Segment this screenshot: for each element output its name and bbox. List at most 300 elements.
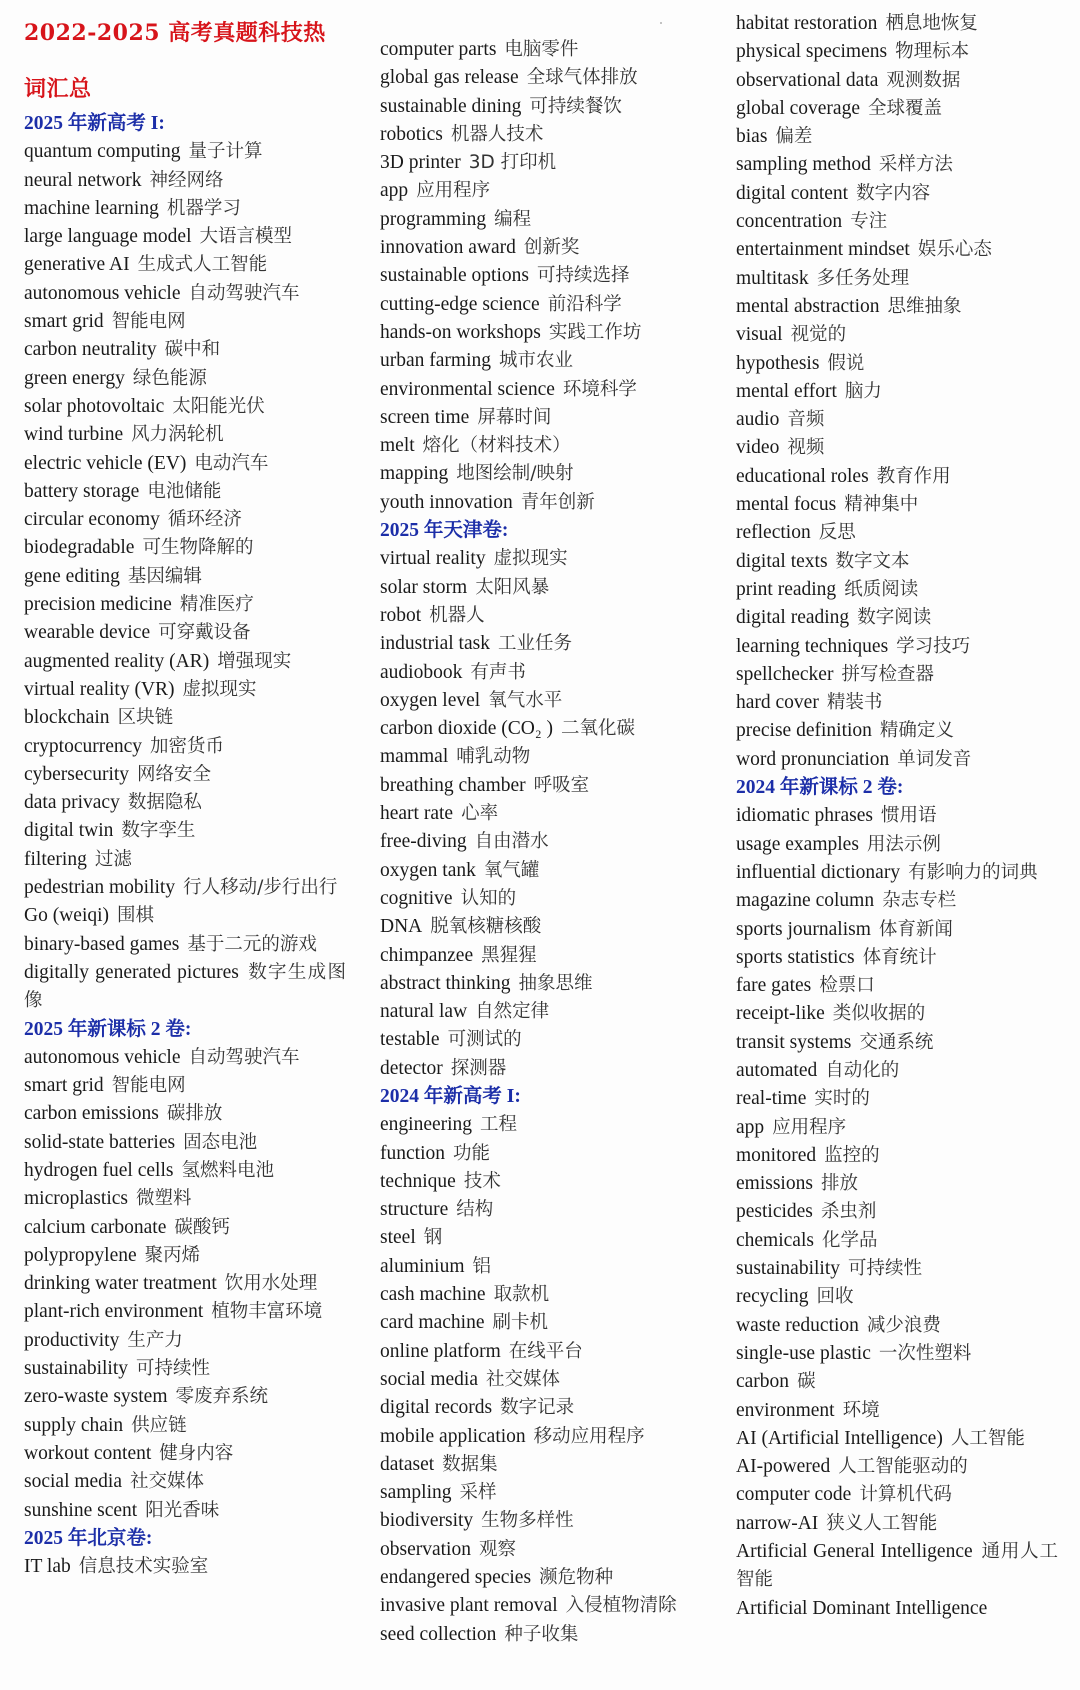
english-term: blockchain [24,707,110,729]
english-term: hydrogen fuel cells [24,1159,174,1181]
english-term: environmental science [380,378,555,400]
english-term: augmented reality (AR) [24,650,210,672]
chinese-translation: 供应链 [131,1414,187,1436]
vocab-entry [24,195,346,223]
english-term: mapping [380,463,449,485]
vocab-entry [24,1100,346,1128]
chinese-translation: 零废弃系统 [175,1386,269,1408]
english-term: pedestrian mobility [24,877,176,899]
vocab-entry [736,1142,1058,1170]
english-term: hard cover [736,692,819,714]
vocab-entry [380,1196,702,1224]
chinese-translation: 技术 [463,1170,501,1192]
english-term: electric vehicle (EV) [24,452,187,474]
vocab-entry [736,1453,1058,1481]
english-term: function [380,1142,445,1164]
chinese-translation: 数字孪生 [121,820,196,842]
english-term: steel [380,1227,416,1249]
vocab-entry [380,376,702,404]
english-term: idiomatic phrases [736,805,874,827]
section-header: 2025 年天津卷: [380,520,509,542]
chinese-translation: 太阳能光伏 [172,395,265,417]
vocab-entry [380,1564,702,1592]
english-term: solar photovoltaic [24,395,165,417]
vocab-entry [24,1383,346,1411]
english-term: biodegradable [24,537,135,559]
vocab-entry [24,167,346,195]
chinese-translation: 城市农业 [499,350,574,372]
chinese-translation: 一次性塑料 [878,1342,972,1364]
english-term: computer parts [380,39,497,60]
vocab-entry [380,545,702,573]
vocab-entry [24,931,346,959]
chinese-translation: 环境 [842,1399,880,1421]
chinese-translation: 体育新闻 [878,918,953,940]
english-term: mobile application [380,1425,526,1447]
chinese-translation: 数字生成图像 [24,961,346,1012]
vocab-entry [380,93,702,121]
chinese-translation: 二氧化碳 [561,718,636,740]
vocab-entry [380,970,702,998]
english-term: programming [380,208,487,230]
english-term: productivity [24,1329,120,1351]
chinese-translation: 可持续餐饮 [529,95,622,117]
chinese-translation: 采样 [459,1482,497,1504]
english-term: computer code [736,1484,852,1506]
vocab-entry [736,321,1058,349]
chinese-translation: 假说 [827,352,865,374]
english-term: digital reading [736,607,850,629]
english-term: sustainable options [380,265,529,287]
section-header: 2025 年新高考 I: [24,113,165,134]
vocab-entry [736,1170,1058,1198]
vocab-entry [736,350,1058,378]
vocab-entry [736,1198,1058,1226]
vocab-entry [24,704,346,732]
vocab-entry [380,1394,702,1422]
chinese-translation: 观察 [478,1538,516,1560]
vocab-entry [24,1497,346,1525]
english-term: polypropylene [24,1244,137,1266]
english-term: oxygen tank [380,859,476,881]
english-term: carbon [736,1371,790,1393]
english-term: concentration [736,211,843,233]
vocab-entry [24,308,346,336]
chinese-translation: 工程 [480,1114,518,1136]
vocab-entry [24,1270,346,1298]
vocab-entry [380,489,702,517]
chinese-translation: 减少浪费 [866,1314,941,1336]
chinese-translation: 观测数据 [886,69,961,91]
chinese-translation: 多任务处理 [816,267,910,289]
english-term: print reading [736,578,837,600]
vocab-entry [380,800,702,828]
chinese-translation: 聚丙烯 [144,1244,201,1266]
chinese-translation: 精准医疗 [179,594,254,616]
english-term: cutting-edge science [380,293,540,315]
english-term: Go (weiqi) [24,905,110,927]
vocab-entry [380,1140,702,1168]
english-term: drinking water treatment [24,1273,217,1295]
vocab-entry [736,1595,1058,1623]
vocab-entry [24,591,346,619]
vocab-entry [380,64,702,92]
vocab-entry [380,347,702,375]
chinese-translation: 社交媒体 [130,1471,205,1493]
vocab-entry [24,846,346,874]
english-term: sampling method [736,154,871,176]
chinese-translation: 通用人工智能 [736,1541,1058,1591]
chinese-translation: 生产力 [127,1329,183,1351]
english-term: digitally generated pictures [24,961,239,983]
english-term: sustainability [24,1358,128,1380]
vocab-entry [380,1111,702,1139]
vocab-entry [24,619,346,647]
vocab-entry [380,1338,702,1366]
english-term: receipt-like [736,1003,825,1025]
vocab-entry [380,262,702,290]
vocab-entry [24,1185,346,1213]
vocab-entry [736,944,1058,972]
chinese-translation: 创新奖 [523,237,580,259]
vocab-entry [24,223,346,251]
vocab-entry [380,857,702,885]
vocab-entry [736,123,1058,151]
chinese-translation: 数字记录 [500,1397,575,1419]
chinese-translation: 智能电网 [111,311,186,333]
english-term: autonomous vehicle [24,282,181,304]
vocab-entry [24,817,346,845]
vocab-entry [24,1242,346,1270]
chinese-translation: 栖息地恢复 [885,13,978,34]
chinese-translation: 惯用语 [881,805,937,827]
chinese-translation: 自由潜水 [474,831,549,853]
vocab-entry [380,1479,702,1507]
vocab-entry [24,902,346,930]
vocab-entry [24,478,346,506]
english-term: seed collection [380,1623,497,1645]
chinese-translation: 行人移动/步行出行 [183,877,338,899]
vocab-entry [24,506,346,534]
chinese-translation: 计算机代码 [859,1484,952,1506]
vocab-entry [736,887,1058,915]
vocab-entry [380,1423,702,1451]
chinese-translation: 拼写检查器 [841,663,934,685]
vocab-entry [24,280,346,308]
chinese-translation: 在线平台 [508,1340,583,1362]
vocab-entry [24,1157,346,1185]
english-term: magazine column [736,890,875,912]
english-term: observational data [736,69,879,91]
english-term: melt [380,435,415,457]
vocab-entry [380,772,702,800]
english-term: large language model [24,226,192,248]
vocab-entry [380,36,702,64]
english-term: dataset [380,1453,435,1475]
vocab-entry [380,828,702,856]
chinese-translation: 铝 [472,1255,492,1277]
chinese-translation: 黑猩猩 [481,944,537,966]
chinese-translation: 熔化（材料技术） [422,435,571,457]
vocab-entry [736,746,1058,774]
chinese-translation: 虚拟现实 [182,678,257,700]
english-term: invasive plant removal [380,1595,558,1617]
english-term: environment [736,1399,835,1421]
chinese-translation: 过滤 [94,848,132,870]
vocab-entry [736,604,1058,632]
english-term: smart grid [24,1075,104,1097]
chinese-translation: 3D 打印机 [468,152,557,174]
chinese-translation: 数字内容 [856,182,931,204]
vocab-entry [24,365,346,393]
chinese-translation: 基因编辑 [127,565,202,587]
chinese-translation: 可持续性 [848,1258,923,1280]
english-term: cryptocurrency [24,735,143,757]
vocab-entry [24,450,346,478]
vocab-entry [24,1044,346,1072]
chinese-translation: 地图绘制/映射 [456,463,574,485]
vocab-entry [736,576,1058,604]
english-term: card machine [380,1312,485,1334]
english-term: mammal [380,746,449,768]
chinese-translation: 功能 [452,1142,490,1164]
vocab-entry [736,208,1058,236]
chinese-translation: 排放 [820,1173,858,1195]
english-term: chimpanzee [380,944,474,966]
vocab-entry [736,1114,1058,1142]
english-term: biodiversity [380,1510,474,1532]
english-term: binary-based games [24,933,180,955]
vocab-entry [736,1057,1058,1085]
chinese-translation: 碳中和 [164,339,221,361]
column-1-body [24,110,346,1581]
english-term: youth innovation [380,491,513,513]
chinese-translation: 氧气水平 [488,689,563,711]
english-term: wind turbine [24,424,124,446]
chinese-translation: 交通系统 [859,1031,934,1053]
chinese-translation: 量子计算 [188,141,263,163]
vocab-entry [24,393,346,421]
english-term: robot [380,604,422,626]
english-term: carbon dioxide (CO₂ ) [380,718,554,740]
english-term: app [736,1116,765,1138]
vocab-entry [24,761,346,789]
chinese-translation: 应用程序 [416,180,491,202]
vocab-entry [736,916,1058,944]
chinese-translation: 可持续选择 [536,265,630,287]
english-term: generative AI [24,254,130,276]
chinese-translation: 结构 [456,1199,494,1221]
english-term: digital records [380,1397,493,1419]
vocab-entry [736,406,1058,434]
english-term: chemicals [736,1229,814,1251]
chinese-translation: 网络安全 [137,763,212,785]
english-term: sustainability [736,1258,840,1280]
english-term: word pronunciation [736,748,890,770]
english-term: mental focus [736,494,837,516]
english-term: abstract thinking [380,972,511,994]
english-term: Artificial Dominant Intelligence [736,1597,988,1619]
chinese-translation: 基于二元的游戏 [187,933,317,955]
chinese-translation: 入侵植物清除 [565,1595,677,1617]
vocab-entry [24,534,346,562]
chinese-translation: 环境科学 [562,378,637,400]
english-term: IT lab [24,1556,71,1578]
english-term: social media [24,1471,123,1493]
english-term: pesticides [736,1201,813,1223]
vocab-entry [380,206,702,234]
vocab-entry [736,236,1058,264]
vocab-entry [736,633,1058,661]
chinese-translation: 可穿戴设备 [158,622,251,644]
vocab-entry [380,460,702,488]
english-term: industrial task [380,633,490,655]
english-term: bias [736,126,768,148]
chinese-translation: 物理标本 [895,41,970,63]
english-term: testable [380,1029,440,1051]
english-term: mental effort [736,380,837,402]
chinese-translation: 虚拟现实 [493,548,568,570]
vocab-entry [24,1553,346,1581]
chinese-translation: 全球气体排放 [526,67,638,89]
english-term: solar storm [380,576,468,598]
vocab-entry [380,1536,702,1564]
vocab-entry [736,10,1058,38]
vocab-entry [736,831,1058,859]
chinese-translation: 围棋 [117,905,155,927]
english-term: sampling [380,1482,452,1504]
vocab-entry [380,630,702,658]
english-term: spellchecker [736,663,834,685]
chinese-translation: 人工智能驱动的 [838,1456,968,1478]
chinese-translation: 可持续性 [136,1358,211,1380]
vocab-entry [736,661,1058,689]
chinese-translation: 绿色能源 [132,367,207,389]
chinese-translation: 纸质阅读 [844,578,919,600]
chinese-translation: 采样方法 [878,154,953,176]
vocab-entry [380,1451,702,1479]
english-term: AI-powered [736,1456,831,1478]
vocab-entry [736,802,1058,830]
chinese-translation: 抽象思维 [518,972,593,994]
chinese-translation: 精确定义 [879,720,954,742]
vocab-entry [736,1397,1058,1425]
english-term: audio [736,409,780,431]
chinese-translation: 可生物降解的 [142,537,254,559]
vocab-entry [24,421,346,449]
vocab-entry [736,1510,1058,1538]
vocab-entry [380,432,702,460]
chinese-translation: 实践工作坊 [548,321,642,343]
english-term: habitat restoration [736,13,878,34]
english-term: supply chain [24,1414,124,1436]
vocab-entry [24,1072,346,1100]
chinese-translation: 数据隐私 [127,792,202,814]
english-term: multitask [736,267,809,289]
vocab-entry [24,676,346,704]
vocab-entry [736,548,1058,576]
english-term: endangered species [380,1567,532,1589]
chinese-translation: 前沿科学 [547,293,622,315]
chinese-translation: 体育统计 [862,946,937,968]
english-term: free-diving [380,831,467,853]
english-term: transit systems [736,1031,852,1053]
chinese-translation: 增强现实 [217,650,292,672]
english-term: sustainable dining [380,95,522,117]
chinese-translation: 偏差 [775,126,813,148]
english-term: green energy [24,367,125,389]
vocab-entry [736,1312,1058,1340]
chinese-translation: 种子收集 [504,1623,579,1645]
chinese-translation: 教育作用 [876,465,951,487]
vocab-entry [380,743,702,771]
vocab-entry [380,1592,702,1620]
chinese-translation: 生物多样性 [481,1510,574,1532]
page-title-line-1: 2022-2025 高考真题科技热 [24,20,326,46]
chinese-translation: 碳排放 [166,1103,223,1125]
english-term: workout content [24,1442,152,1464]
chinese-translation: 狭义人工智能 [826,1512,938,1534]
english-term: calcium carbonate [24,1216,167,1238]
chinese-translation: 取款机 [493,1284,550,1306]
chinese-translation: 碳酸钙 [174,1216,230,1238]
vocab-entry [24,1355,346,1383]
chinese-translation: 脑力 [844,380,882,402]
english-term: monitored [736,1144,817,1166]
english-term: oxygen level [380,689,481,711]
chinese-translation: 视觉的 [790,324,847,346]
english-term: gene editing [24,565,120,587]
vocab-entry [24,959,346,1016]
english-term: filtering [24,848,87,870]
vocab-entry [380,404,702,432]
chinese-translation: 电脑零件 [504,39,579,60]
vocab-entry [380,998,702,1026]
chinese-translation: 植物丰富环境 [211,1301,323,1323]
english-term: visual [736,324,783,346]
chinese-translation: 循环经济 [167,509,242,531]
english-term: Artificial General Intelligence [736,1541,973,1563]
vocab-entry [380,121,702,149]
chinese-translation: 固态电池 [183,1131,258,1153]
vocab-entry [24,1327,346,1355]
vocab-entry [24,789,346,817]
english-term: waste reduction [736,1314,859,1336]
chinese-translation: 杀虫剂 [820,1201,877,1223]
chinese-translation: 有影响力的词典 [908,861,1038,883]
english-term: solid-state batteries [24,1131,176,1153]
vocab-entry [736,491,1058,519]
vocab-entry [380,942,702,970]
english-term: precise definition [736,720,872,742]
english-term: narrow-AI [736,1512,819,1534]
chinese-translation: 工业任务 [497,633,572,655]
vocab-entry [736,1425,1058,1453]
chinese-translation: 检票口 [819,975,875,997]
chinese-translation: 数字阅读 [857,607,932,629]
vocab-entry [24,563,346,591]
vocab-entry [380,149,702,177]
vocab-entry [380,1168,702,1196]
english-term: structure [380,1199,449,1221]
chinese-translation: 自动驾驶汽车 [188,282,300,304]
vocab-entry [736,1255,1058,1283]
vocab-entry [380,1621,702,1649]
english-term: sunshine scent [24,1499,138,1521]
chinese-translation: 电池储能 [147,480,222,502]
chinese-translation: 健身内容 [159,1442,234,1464]
vocab-entry [24,733,346,761]
